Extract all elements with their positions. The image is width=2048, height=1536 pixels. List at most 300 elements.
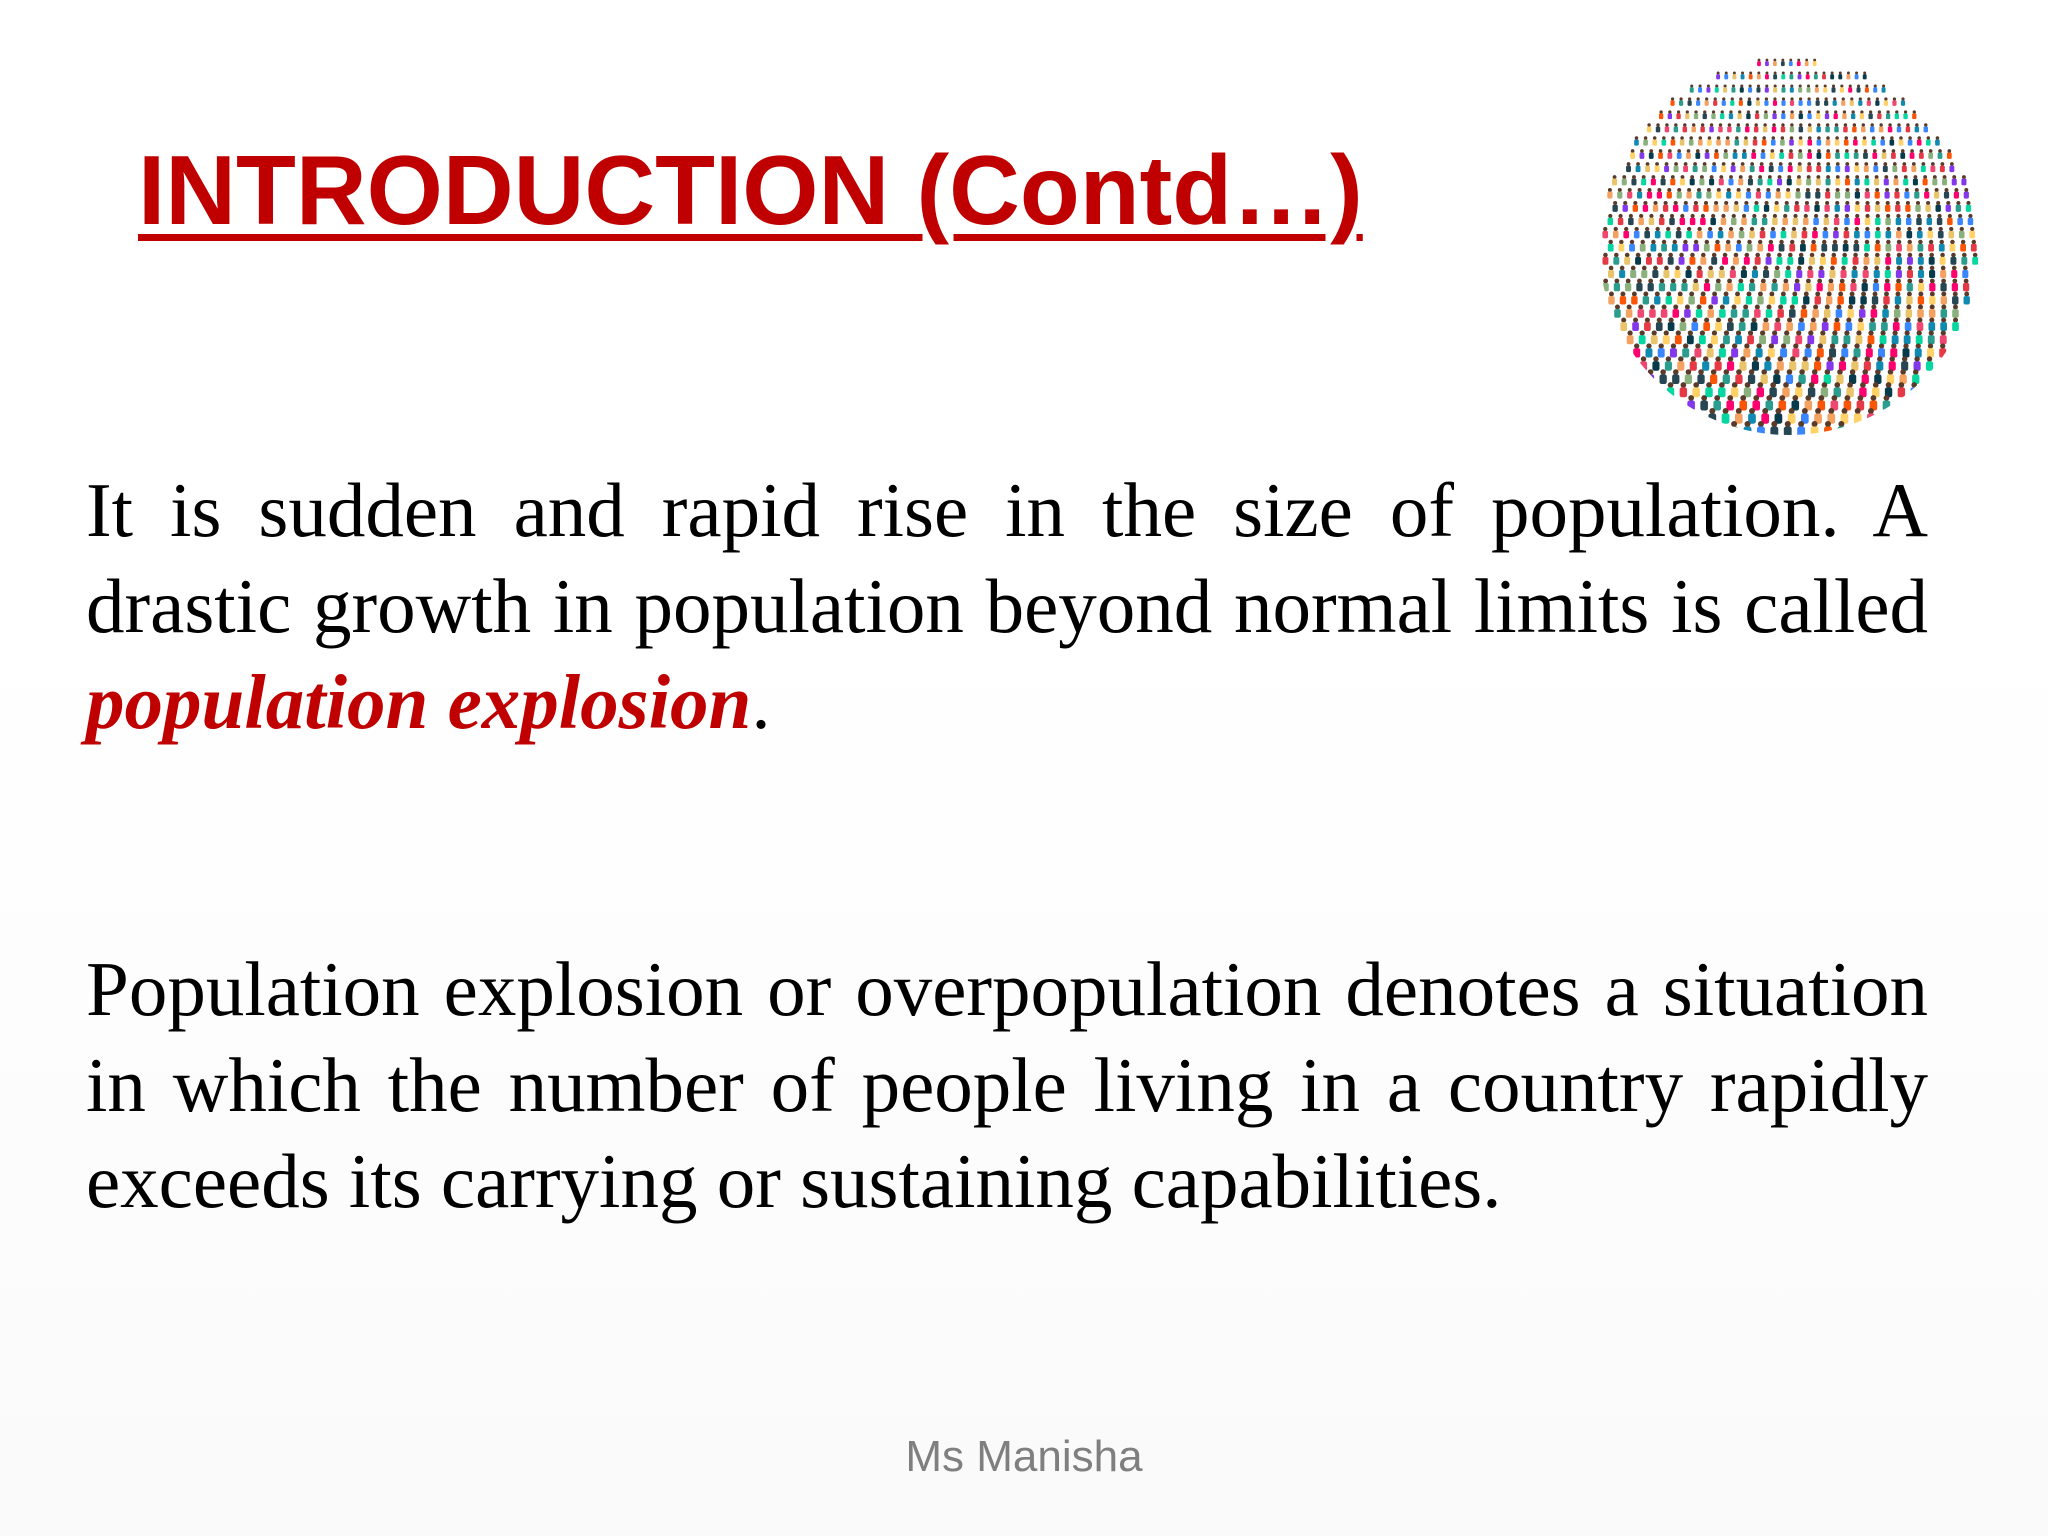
person-head (1744, 201, 1748, 205)
person-body (1792, 348, 1799, 357)
person-body (1624, 257, 1630, 265)
person-head (1950, 240, 1954, 244)
person-body (1845, 179, 1850, 186)
person-head (1919, 253, 1924, 258)
person-head (1808, 136, 1812, 140)
person-head (1817, 123, 1820, 126)
person-head (1753, 266, 1758, 271)
person-body (1940, 283, 1946, 291)
person-head (1739, 227, 1743, 231)
person-head (1868, 408, 1874, 414)
person-head (1933, 175, 1937, 179)
person-head (1882, 149, 1886, 153)
person-body (1656, 322, 1663, 331)
person-body (1874, 179, 1879, 186)
person-body (1773, 87, 1777, 92)
person-body (1820, 257, 1826, 265)
person-body (1672, 309, 1679, 318)
person-head (1901, 149, 1905, 153)
person-head (1755, 304, 1760, 309)
person-head (1747, 110, 1750, 113)
person-head (1831, 72, 1834, 75)
person-body (1881, 322, 1888, 331)
person-body (1784, 205, 1789, 212)
person-body (1790, 113, 1794, 119)
person-body (1893, 179, 1898, 186)
person-head (1802, 227, 1806, 231)
person-body (1651, 179, 1656, 186)
person-head (1608, 240, 1612, 244)
person-head (1936, 136, 1940, 140)
person-body (1632, 322, 1639, 331)
person-body (1940, 270, 1946, 278)
person-head (1724, 84, 1727, 87)
person-head (1799, 317, 1804, 322)
person-head (1962, 175, 1966, 179)
person-head (1938, 149, 1942, 153)
person-head (1855, 72, 1858, 75)
person-head (1895, 304, 1900, 309)
person-head (1834, 110, 1837, 113)
person-head (1643, 292, 1648, 297)
person-body (1741, 270, 1747, 278)
person-body (1673, 205, 1678, 212)
person-head (1850, 369, 1856, 375)
person-head (1786, 188, 1790, 192)
person-body (1925, 205, 1930, 212)
person-head (1690, 175, 1694, 179)
person-head (1960, 227, 1964, 231)
person-head (1941, 279, 1946, 284)
person-body (1657, 257, 1663, 265)
person-head (1952, 266, 1957, 271)
footer-author: Ms Manisha (905, 1432, 1143, 1481)
person-head (1855, 201, 1859, 205)
person-body (1841, 348, 1848, 357)
person-head (1949, 227, 1953, 231)
person-head (1690, 253, 1695, 258)
person-body (1630, 153, 1635, 159)
person-body (1911, 166, 1916, 173)
person-body (1724, 205, 1729, 212)
person-head (1651, 240, 1655, 244)
person-body (1689, 139, 1694, 145)
person-body (1901, 361, 1908, 370)
person-body (1739, 231, 1745, 238)
person-head (1908, 136, 1912, 140)
person-body (1906, 218, 1912, 225)
person-body (1960, 244, 1966, 252)
person-head (1879, 123, 1882, 126)
person-body (1719, 309, 1726, 318)
person-body (1879, 126, 1883, 132)
person-head (1738, 110, 1741, 113)
person-head (1865, 214, 1869, 218)
person-body (1733, 257, 1739, 265)
person-head (1873, 149, 1877, 153)
person-body (1697, 270, 1703, 278)
person-body (1608, 244, 1614, 252)
person-head (1817, 162, 1821, 166)
person-body (1744, 205, 1749, 212)
person-body (1789, 244, 1795, 252)
person-head (1685, 304, 1690, 309)
person-body (1972, 257, 1978, 265)
person-body (1687, 335, 1694, 344)
person-head (1715, 149, 1719, 153)
person-body (1708, 270, 1714, 278)
person-head (1792, 227, 1796, 231)
person-head (1835, 123, 1838, 126)
person-head (1773, 110, 1776, 113)
person-body (1665, 361, 1672, 370)
person-body (1647, 374, 1654, 384)
person-body (1711, 335, 1718, 344)
person-head (1753, 136, 1757, 140)
person-head (1913, 175, 1917, 179)
person-head (1658, 253, 1663, 258)
person-body (1894, 309, 1901, 318)
person-head (1618, 188, 1622, 192)
person-head (1646, 343, 1651, 348)
person-head (1844, 227, 1848, 231)
person-head (1731, 266, 1736, 271)
person-head (1671, 279, 1676, 284)
person-body (1807, 113, 1811, 119)
person-body (1707, 139, 1712, 145)
person-head (1946, 201, 1950, 205)
person-body (1705, 153, 1710, 159)
person-head (1753, 356, 1758, 361)
person-head (1684, 201, 1688, 205)
person-body (1798, 100, 1802, 106)
person-head (1840, 84, 1843, 87)
person-head (1801, 240, 1805, 244)
person-head (1824, 214, 1828, 218)
person-head (1806, 279, 1811, 284)
person-body (1679, 100, 1683, 106)
person-body (1716, 192, 1721, 199)
person-body (1665, 126, 1669, 132)
person-head (1897, 266, 1902, 271)
person-body (1815, 87, 1819, 92)
person-head (1897, 227, 1901, 231)
person-body (1794, 283, 1800, 291)
person-body (1685, 374, 1692, 384)
person-body (1805, 348, 1812, 357)
person-head (1821, 253, 1826, 258)
person-head (1649, 214, 1653, 218)
person-head (1705, 149, 1709, 153)
person-head (1671, 175, 1675, 179)
person-head (1752, 149, 1756, 153)
person-head (1778, 175, 1782, 179)
person-body (1907, 270, 1913, 278)
person-body (1940, 166, 1945, 173)
person-body (1686, 192, 1691, 199)
person-head (1641, 240, 1645, 244)
person-head (1817, 136, 1821, 140)
person-body (1759, 166, 1764, 173)
person-body (1781, 113, 1785, 119)
person-head (1826, 149, 1830, 153)
person-head (1631, 266, 1636, 271)
person-body (1817, 283, 1823, 291)
person-body (1884, 192, 1889, 199)
person-head (1640, 149, 1644, 153)
person-body (1932, 179, 1937, 186)
person-body (1841, 100, 1845, 106)
person-head (1774, 72, 1777, 75)
person-body (1885, 244, 1891, 252)
person-head (1642, 266, 1647, 271)
person-body (1863, 257, 1869, 265)
person-body (1619, 270, 1625, 278)
person-head (1822, 240, 1826, 244)
person-body (1783, 283, 1789, 291)
person-head (1638, 188, 1642, 192)
person-head (1673, 240, 1677, 244)
person-head (1769, 162, 1773, 166)
person-body (1661, 244, 1667, 252)
person-head (1845, 201, 1849, 205)
person-body (1709, 126, 1713, 132)
person-body (1749, 283, 1755, 291)
person-body (1691, 126, 1695, 132)
person-body (1759, 335, 1766, 344)
person-body (1798, 153, 1803, 159)
person-head (1807, 162, 1811, 166)
person-body (1760, 231, 1766, 238)
person-head (1835, 136, 1839, 140)
person-body (1885, 257, 1891, 265)
person-body (1643, 139, 1648, 145)
person-body (1719, 348, 1726, 357)
person-head (1941, 304, 1946, 309)
person-body (1750, 166, 1755, 173)
person-head (1719, 382, 1725, 388)
person-head (1818, 343, 1823, 348)
person-head (1787, 317, 1792, 322)
person-head (1945, 188, 1949, 192)
person-body (1819, 335, 1826, 344)
person-body (1969, 231, 1975, 238)
person-body (1763, 322, 1770, 331)
person-head (1766, 253, 1771, 258)
person-head (1947, 149, 1951, 153)
person-head (1645, 317, 1650, 322)
person-head (1691, 214, 1695, 218)
person-body (1789, 153, 1794, 159)
person-body (1746, 192, 1751, 199)
person-body (1663, 205, 1668, 212)
person-body (1781, 100, 1785, 106)
person-body (1890, 348, 1897, 357)
person-head (1882, 84, 1885, 87)
person-body (1736, 192, 1741, 199)
person-body (1694, 113, 1698, 119)
person-body (1662, 139, 1667, 145)
person-head (1952, 279, 1957, 284)
person-body (1928, 244, 1934, 252)
person-body (1715, 87, 1719, 92)
person-body (1779, 153, 1784, 159)
person-body (1693, 244, 1699, 252)
person-head (1613, 201, 1617, 205)
person-body (1796, 270, 1802, 278)
person-head (1840, 356, 1845, 361)
person-body (1763, 270, 1769, 278)
person-head (1769, 343, 1774, 348)
person-body (1871, 139, 1876, 145)
person-head (1817, 149, 1821, 153)
person-body (1896, 257, 1902, 265)
person-body (1822, 74, 1826, 79)
person-head (1917, 136, 1921, 140)
person-body (1602, 257, 1608, 265)
person-body (1718, 231, 1724, 238)
person-head (1744, 136, 1748, 140)
person-body (1626, 309, 1633, 318)
person-body (1705, 100, 1709, 106)
person-head (1828, 408, 1834, 414)
person-body (1837, 427, 1845, 437)
person-body (1698, 139, 1703, 145)
person-head (1872, 136, 1876, 140)
person-body (1756, 192, 1761, 199)
person-body (1687, 400, 1695, 410)
person-head (1799, 369, 1805, 375)
person-body (1895, 296, 1901, 304)
person-head (1712, 110, 1715, 113)
person-body (1603, 283, 1609, 291)
person-head (1867, 97, 1870, 100)
person-head (1907, 292, 1912, 297)
person-head (1699, 136, 1703, 140)
person-head (1750, 162, 1754, 166)
person-head (1670, 214, 1674, 218)
person-body (1675, 335, 1682, 344)
person-body (1752, 361, 1759, 370)
person-head (1833, 240, 1837, 244)
person-head (1845, 149, 1849, 153)
person-body (1744, 139, 1749, 145)
person-body (1622, 179, 1627, 186)
person-head (1790, 110, 1793, 113)
person-head (1830, 343, 1835, 348)
person-head (1708, 304, 1713, 309)
person-head (1780, 149, 1784, 153)
person-head (1870, 317, 1875, 322)
person-head (1877, 356, 1882, 361)
person-body (1781, 74, 1785, 79)
person-head (1799, 253, 1804, 258)
person-head (1666, 356, 1671, 361)
person-head (1641, 356, 1646, 361)
person-body (1834, 322, 1841, 331)
person-head (1787, 175, 1791, 179)
person-body (1913, 179, 1918, 186)
person-body (1648, 283, 1654, 291)
person-body (1696, 309, 1703, 318)
person-head (1854, 149, 1858, 153)
person-body (1875, 192, 1880, 199)
person-body (1741, 218, 1747, 225)
person-head (1875, 369, 1881, 375)
person-head (1874, 162, 1878, 166)
person-body (1902, 166, 1907, 173)
person-body (1880, 139, 1885, 145)
person-head (1736, 408, 1742, 414)
person-body (1756, 348, 1763, 357)
person-head (1675, 266, 1680, 271)
person-body (1751, 322, 1758, 331)
person-head (1715, 84, 1718, 87)
person-head (1847, 72, 1850, 75)
person-body (1777, 179, 1782, 186)
person-head (1913, 110, 1916, 113)
person-body (1640, 244, 1646, 252)
person-body (1625, 283, 1631, 291)
person-body (1774, 322, 1781, 331)
person-body (1961, 257, 1967, 265)
person-body (1670, 100, 1674, 106)
person-body (1816, 126, 1820, 132)
person-body (1688, 100, 1692, 106)
person-body (1668, 113, 1672, 119)
person-body (1631, 179, 1636, 186)
person-body (1872, 153, 1877, 159)
person-body (1685, 113, 1689, 119)
person-head (1729, 175, 1733, 179)
person-head (1875, 188, 1879, 192)
person-body (1962, 270, 1968, 278)
person-body (1950, 257, 1956, 265)
person-body (1747, 244, 1753, 252)
person-body (1815, 192, 1820, 199)
person-body (1854, 166, 1859, 173)
person-head (1779, 162, 1783, 166)
person-body (1641, 179, 1646, 186)
person-head (1673, 304, 1678, 309)
person-body (1731, 87, 1735, 92)
person-head (1781, 227, 1785, 231)
person-head (1608, 188, 1612, 192)
person-body (1774, 205, 1779, 212)
person-body (1888, 126, 1892, 132)
person-body (1882, 87, 1886, 92)
person-head (1653, 201, 1657, 205)
person-body (1766, 192, 1771, 199)
person-head (1721, 110, 1724, 113)
person-head (1667, 188, 1671, 192)
person-body (1757, 74, 1761, 79)
person-head (1688, 330, 1693, 335)
person-body (1836, 309, 1843, 318)
person-head (1624, 227, 1628, 231)
person-body (1645, 348, 1652, 357)
person-head (1908, 253, 1913, 258)
person-head (1827, 356, 1832, 361)
person-body (1649, 153, 1654, 159)
person-head (1673, 369, 1679, 375)
person-body (1849, 296, 1855, 304)
person-head (1717, 188, 1721, 192)
person-head (1795, 279, 1800, 284)
person-head (1929, 330, 1934, 335)
person-body (1868, 335, 1875, 344)
person-head (1906, 317, 1911, 322)
